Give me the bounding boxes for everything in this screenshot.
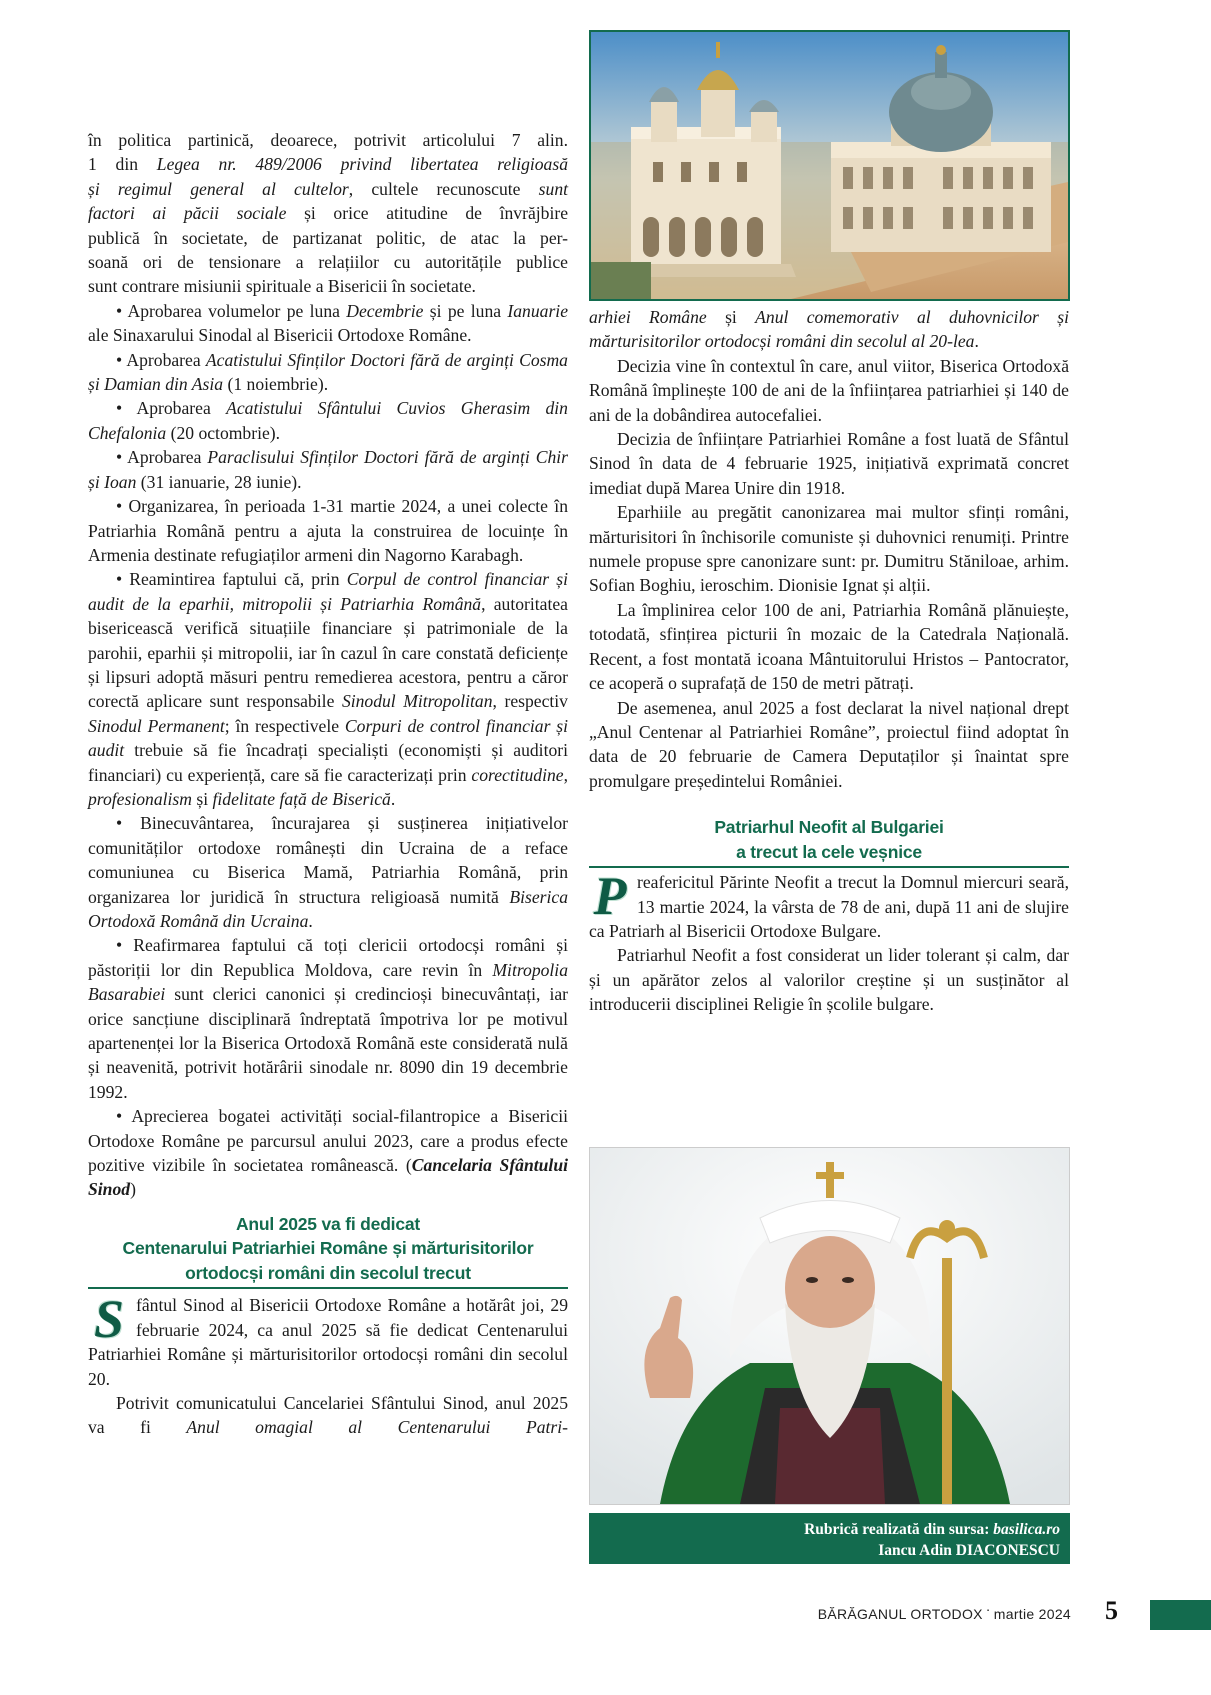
bullet-acatist-cosma-damian: • Aprobarea Acatistului Sfinților Doctori fără de arginți Cosma și Damian din Asia (1 noiembrie). [88, 349, 568, 395]
bullet-acatist-gherasim: • Aprobarea Acatistului Sfântului Cuvios Gherasim din Chefalonia (20 octombrie). [88, 398, 568, 443]
article-neofit-p1 [589, 866, 1069, 943]
credit-line-source [589, 1519, 1060, 1540]
article-centenar-p1 [88, 1289, 568, 1391]
heading-line: ortodocși români din secolul trecut [185, 1262, 471, 1283]
paragraph-canonization: Eparhiile au pregătit canonizarea mai multor sfinți români, mărturisitori în închisorile comuniste și duhovnici renumiți. Printre numele propuse spre canonizare sunt: pr. Dumitru Stăniloae, arhim. Sofian Boghiu, ieroschim. Dionisie Ignat și alții. [589, 502, 1069, 596]
bullet-paraclis-chir-ioan: • Aprobarea Paraclisului Sfinților Doctori fără de arginți Chir și Ioan (31 ianuarie, 28 iunie). [88, 447, 568, 492]
article-centenar-p2: Potrivit comunicatului Cancelariei Sfântului Sinod, anul 2025 va fi Anul omagial al Centenarului Patri- [88, 1393, 568, 1438]
right-column [589, 305, 1069, 1017]
text-line: factori ai păcii sociale și orice atitudine de învrăjbire [88, 203, 568, 224]
article-centenar-continued: arhiei Române și Anul comemorativ al duhovnicilor și mărturisitorilor ortodocși români din secolul al 20-lea. [589, 307, 1069, 352]
heading-rule [589, 866, 1069, 868]
article-text: reafericitul Părinte Neofit a trecut la Domnul miercuri seară, 13 martie 2024, la vârsta de 78 de ani, după 11 ani de slujire ca Patriarh al Bisericii Ortodoxe Bulgare. [589, 872, 1069, 941]
cathedral-illustration [591, 32, 1068, 299]
text-line: în politica partinică, deoarece, potrivit articolului 7 alin. [88, 130, 568, 150]
text-line: 1 din Legea nr. 489/2006 privind libertatea religioasă [88, 154, 569, 175]
left-column [88, 128, 568, 1440]
section-heading-centenar [88, 1212, 568, 1286]
drop-cap-letter: P [593, 866, 627, 927]
section-heading-neofit [589, 815, 1069, 864]
paragraph-mosaic: La împlinirea celor 100 de ani, Patriarhia Română plănuiește, totodată, sfințirea picturii în mozaic de la Catedrala Națională. Recent, a fost montată icoana Mântuitorului Hristos – Pantocrator, ce acoperă o suprafață de 150 de metri pătrați. [589, 599, 1069, 694]
publication-name: BĂRĂGANUL ORTODOX [817, 1606, 983, 1622]
bullet-ucraina: • Binecuvântarea, încurajarea și susținerea inițiativelor comunităților ortodoxe românești din Ucraina de a reface comuniunea cu Biserica Mamă, Patriarhia Română, prin organizarea lor juridică în structura religioasă numită Biserica Ortodoxă Română din Ucraina. [88, 813, 568, 931]
credit-prefix: Rubrică realizată din sursa: [804, 1521, 994, 1538]
article-text: fântul Sinod al Bisericii Ortodoxe Române a hotărât joi, 29 februarie 2024, ca anul 2025 să fie dedicat Centenarului Patriarhiei Române și mărturisitorilor ortodocși români din secolul 20. [88, 1295, 568, 1389]
credit-source: basilica.ro [993, 1521, 1060, 1538]
heading-line: Anul 2025 va fi dedicat [235, 1213, 421, 1234]
cathedral-photo [589, 30, 1070, 301]
page-number: 5 [1105, 1596, 1118, 1625]
credit-author: Iancu Adin DIACONESCU [878, 1542, 1060, 1559]
text-line: și regimul general al cultelor, cultele recunoscute sunt [88, 178, 569, 199]
source-credit-box [589, 1513, 1070, 1564]
bullet-corp-control: • Reamintirea faptului că, prin Corpul de control financiar și audit de la eparhii, mitropolii și Patriarhia Română, autoritatea bisericească verifică situațiile financiare și patrimoniale de la parohii, eparhii și mitropolii, iar în cazul în care constată deficiențe și lipsuri adoptă măsuri pentru remedierea acestora, pentru a căror corectă aplicare sunt responsabile Sinodul Mitropolitan, respectiv Sinodul Permanent; în respectivele Corpuri de control financiar și audit trebuie să fie încadrați specialiști (economiști și auditori financiari) cu experiență, care să fie caracterizați prin corectitudine, profesionalism și fidelitate față de Biserică. [88, 569, 568, 809]
text-line: soană ori de tensionare a relațiilor cu autoritățile publice [88, 252, 568, 273]
bullet-filantropie: • Aprecierea bogatei activități social-filantropice a Bisericii Ortodoxe Române pe parcursul anului 2023, care a produs efecte pozitive vizibile în societatea românească. (Cancelaria Sfântului Sinod) [88, 1106, 568, 1200]
heading-rule [88, 1287, 568, 1289]
heading-line: Centenarului Patriarhiei Române și mărturisitorilor [122, 1238, 534, 1259]
patriarch-portrait-photo [589, 1147, 1070, 1505]
bullet-colecta-armenia: • Organizarea, în perioada 1-31 martie 2024, a unei colecte în Patriarhia Română pentru a ajuta la construirea de locuințe în Armenia destinate refugiaților armeni din Nagorno Karabagh. [88, 496, 568, 565]
drop-cap-letter: S [93, 1289, 125, 1350]
page-edge-tab [1150, 1600, 1211, 1630]
heading-line: a trecut la cele veșnice [736, 841, 922, 862]
bullet-basarabia: • Reafirmarea faptului că toți clericii ortodocși români și păstoriții lor din Republica Moldova, care revin în Mitropolia Basarabiei sunt clerici canonici și credincioși binecuvântați, iar orice sancțiune disciplinară îndreptată împotriva lor pe motivul apartenenței lor la Biserica Ortodoxă Română este considerată nulă și neavenită, potrivit hotărârii sinodale nr. 8090 din 19 decembrie 1992. [88, 935, 568, 1102]
text-line: sunt contrare misiunii spirituale a Bisericii în societate. [88, 276, 476, 297]
paragraph-year-declared: De asemenea, anul 2025 a fost declarat la nivel național drept „Anul Centenar al Patriarhiei Române”, proiectul fiind adoptat în data de 20 februarie de Camera Deputaților și înaintat spre promulgare președintelui României. [589, 697, 1069, 791]
intro-paragraph [88, 128, 568, 299]
patriarch-illustration [590, 1148, 1069, 1504]
heading-line: Patriarhul Neofit al Bulgariei [714, 817, 944, 838]
issue-date: martie 2024 [993, 1606, 1071, 1622]
paragraph-decision-1925: Decizia de înființare Patriarhiei Române a fost luată de Sfântul Sinod în data de 4 februarie 1925, inițiativă exprimată concret imediat după Marea Unire din 1918. [589, 429, 1069, 498]
footer-publication [817, 1601, 1071, 1622]
paragraph-context: Decizia vine în contextul în care, anul viitor, Biserica Ortodoxă Română împlinește 100 de ani de la înființarea patriarhiei și 140 de ani de la dobândirea autocefaliei. [589, 355, 1069, 425]
footer-separator: · [985, 1601, 991, 1617]
article-neofit-p2: Patriarhul Neofit a fost considerat un lider tolerant și calm, dar și un apărător zelos al valorilor creștine și un susținător al introducerii disciplinei Religie în școlile bulgare. [589, 945, 1069, 1015]
bullet-sinaxar: • Aprobarea volumelor pe luna Decembrie și pe luna Ianuarie ale Sinaxarului Sinodal al Bisericii Ortodoxe Române. [88, 300, 568, 346]
text-line: publică în societate, de partizanat politic, de atac la per- [88, 227, 568, 248]
